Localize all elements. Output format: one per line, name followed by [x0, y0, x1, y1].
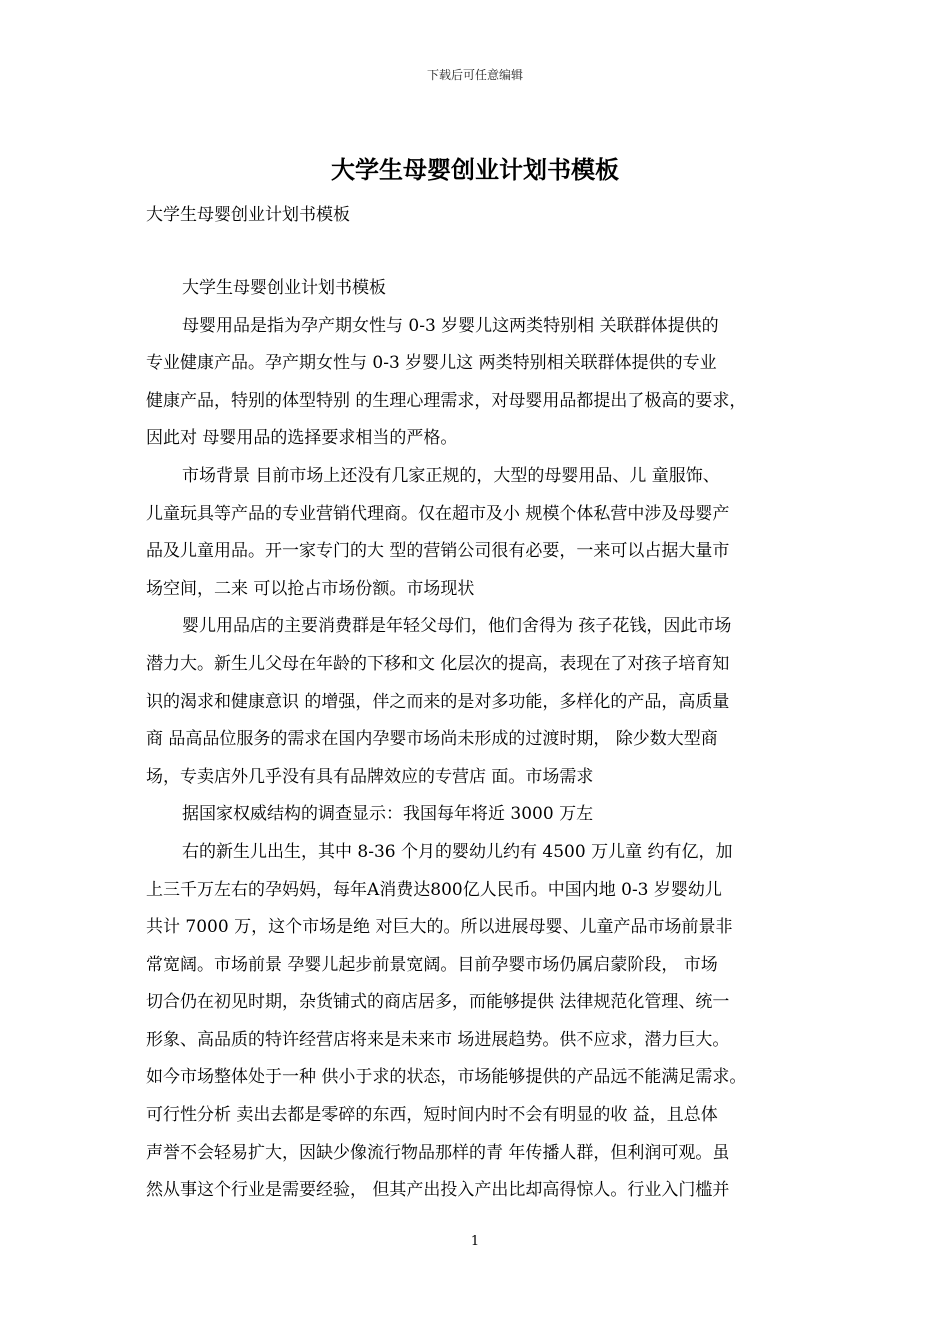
body-line: 商 品高品位服务的需求在国内孕婴市场尚未形成的过渡时期， 除少数大型商	[146, 729, 718, 750]
body-line: 共计 7000 万，这个市场是绝 对巨大的。所以进展母婴、儿童产品市场前景非	[146, 917, 733, 938]
page-number: 1	[470, 1234, 480, 1249]
document-title: 大学生母婴创业计划书模板	[331, 155, 619, 184]
body-line: 上三千万左右的孕妈妈，每年A消费达800亿人民币。中国内地 0-3 岁婴幼儿	[146, 879, 722, 900]
body-line: 婴儿用品店的主要消费群是年轻父母们，他们舍得为 孩子花钱，因此市场	[182, 616, 732, 637]
body-line: 然从事这个行业是需要经验， 但其产出投入产出比却高得惊人。行业入门槛并	[146, 1180, 730, 1201]
body-line: 场空间，二来 可以抢占市场份额。市场现状	[146, 578, 475, 599]
body-line: 形象、高品质的特许经营店将来是未来市 场进展趋势。供不应求，潜力巨大。	[146, 1029, 730, 1050]
body-line: 切合仍在初见时期，杂货铺式的商店居多，而能够提供 法律规范化管理、统一	[146, 992, 730, 1013]
body-line: 常宽阔。市场前景 孕婴儿起步前景宽阔。目前孕婴市场仍属启蒙阶段， 市场	[146, 954, 718, 975]
body-line: 识的渴求和健康意识 的增强，伴之而来的是对多功能，多样化的产品，高质量	[146, 691, 730, 712]
body-line: 儿童玩具等产品的专业营销代理商。仅在超市及小 规模个体私营中涉及母婴产	[146, 503, 730, 524]
body-line: 如今市场整体处于一种 供小于求的状态，市场能够提供的产品远不能满足需求。	[146, 1067, 747, 1088]
body-line: 大学生母婴创业计划书模板	[182, 278, 386, 298]
body-line: 母婴用品是指为孕产期女性与 0-3 岁婴儿这两类特别相 关联群体提供的	[182, 315, 719, 336]
body-line: 潜力大。新生儿父母在年龄的下移和文 化层次的提高，表现在了对孩子培育知	[146, 653, 730, 674]
body-line: 可行性分析 卖出去都是零碎的东西，短时间内时不会有明显的收 益，且总体	[146, 1105, 718, 1126]
body-line: 声誉不会轻易扩大，因缺少像流行物品那样的青 年传播人群，但利润可观。虽	[146, 1142, 730, 1163]
body-line: 品及儿童用品。开一家专门的大 型的营销公司很有必要，一来可以占据大量市	[146, 541, 730, 562]
body-line: 据国家权威结构的调查显示：我国每年将近 3000 万左	[182, 804, 594, 825]
page-header-note: 下载后可任意编辑	[426, 68, 523, 82]
document-subtitle: 大学生母婴创业计划书模板	[146, 205, 350, 225]
body-line: 市场背景 目前市场上还没有几家正规的，大型的母婴用品、儿 童服饰、	[182, 465, 720, 486]
body-line: 健康产品，特别的体型特别 的生理心理需求，对母婴用品都提出了极高的要求，	[146, 390, 747, 411]
body-line: 右的新生儿出生，其中 8-36 个月的婴幼儿约有 4500 万儿童 约有亿，加	[182, 841, 733, 862]
body-line: 场，专卖店外几乎没有具有品牌效应的专营店 面。市场需求	[146, 766, 594, 787]
body-line: 专业健康产品。孕产期女性与 0-3 岁婴儿这 两类特别相关联群体提供的专业	[146, 353, 717, 374]
document-body	[146, 270, 816, 1210]
body-line: 因此对 母婴用品的选择要求相当的严格。	[146, 428, 458, 449]
